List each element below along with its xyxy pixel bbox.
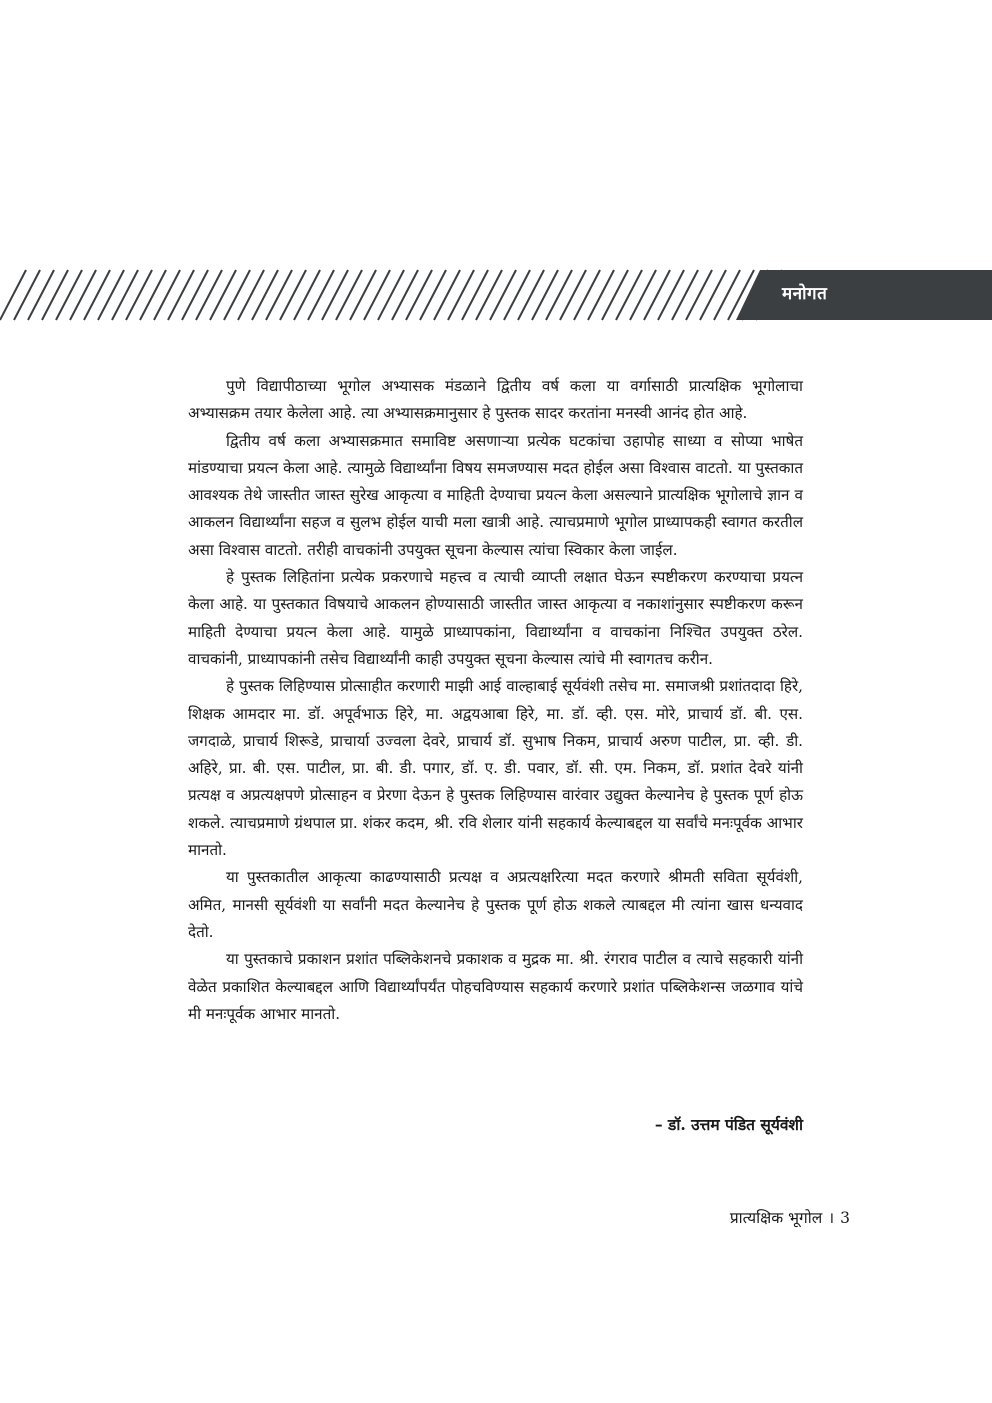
stripe-line — [322, 270, 348, 320]
stripe-line — [630, 270, 656, 320]
stripe-line — [644, 270, 670, 320]
stripe-line — [532, 270, 558, 320]
paragraph-3: हे पुस्तक लिहितांना प्रत्येक प्रकरणाचे महत्त्व व त्याची व्याप्ती लक्षात घेऊन स्पष्टीकरण करण्याचा प्रयत्न केला आहे. या पुस्तकात विषयाचे आकलन होण्यासाठी जास्तीत जास्त आकृत्या व नकाशांनुसार स्पष्टीकरण करून माहिती देण्याचा प्रयत्न केला आहे. यामुळे प्राध्यापकांना, विद्यार्थ्यांना व वाचकांना निश्चित उपयुक्त ठरेल. वाचकांनी, प्राध्यापकांनी तसेच विद्यार्थ्यांनी काही उपयुक्त सूचना केल्यास त्यांचे मी स्वागतच करीन. — [188, 568, 803, 668]
page-number: 3 — [840, 1209, 850, 1227]
stripe-line — [350, 270, 376, 320]
stripe-line — [126, 270, 152, 320]
stripe-line — [238, 270, 264, 320]
paragraph-2: द्वितीय वर्ष कला अभ्यासक्रमात समाविष्ट असणाऱ्या प्रत्येक घटकांचा उहापोह साध्या व सोप्या भाषेत मांडण्याचा प्रयत्न केला आहे. त्यामुळे विद्यार्थ्यांना विषय समजण्यास मदत होईल असा विश्वास वाटतो. या पुस्तकात आवश्यक तेथे जास्तीत जास्त सुरेख आकृत्या व माहिती देण्याचा प्रयत्न केला असल्याने प्रात्यक्षिक भूगोलाचे ज्ञान व आकलन विद्यार्थ्यांना सहज व सुलभ होईल याची मला खात्री आहे. त्याचप्रमाणे भूगोल प्राध्यापकही स्वागत करतील असा विश्वास वाटतो. तरीही वाचकांनी उपयुक्त सूचना केल्यास त्यांचा स्विकार केला जाईल. — [188, 431, 803, 559]
stripe-line — [378, 270, 404, 320]
stripe-line — [210, 270, 236, 320]
preface-body — [188, 373, 803, 1028]
stripe-line — [42, 270, 68, 320]
stripe-line — [518, 270, 544, 320]
stripe-line — [546, 270, 572, 320]
stripe-line — [140, 270, 166, 320]
stripe-line — [602, 270, 628, 320]
book-title: प्रात्यक्षिक भूगोल — [729, 1209, 823, 1227]
stripe-line — [434, 270, 460, 320]
section-header-band — [0, 268, 992, 322]
section-title: मनोगत — [782, 284, 828, 304]
stripe-line — [182, 270, 208, 320]
stripe-line — [154, 270, 180, 320]
stripe-line — [364, 270, 390, 320]
stripe-line — [70, 270, 96, 320]
stripe-line — [686, 270, 712, 320]
stripe-line — [252, 270, 278, 320]
stripe-line — [224, 270, 250, 320]
stripe-line — [574, 270, 600, 320]
stripe-line — [490, 270, 516, 320]
stripe-line — [448, 270, 474, 320]
stripe-line — [560, 270, 586, 320]
stripe-line — [504, 270, 530, 320]
stripe-line — [462, 270, 488, 320]
paragraph-4: हे पुस्तक लिहिण्यास प्रोत्साहीत करणारी माझी आई वाल्हाबाई सूर्यवंशी तसेच मा. समाजश्री प्रशांतदादा हिरे, शिक्षक आमदार मा. डॉ. अपूर्वभाऊ हिरे, मा. अद्वयआबा हिरे, मा. डॉ. व्ही. एस. मोरे, प्राचार्य डॉ. बी. एस. जगदाळे, प्राचार्य शिरूडे, प्राचार्या उज्वला देवरे, प्राचार्य डॉ. सुभाष निकम, प्राचार्य अरुण पाटील, प्रा. व्ही. डी. अहिरे, प्रा. बी. एस. पाटील, प्रा. बी. डी. पगार, डॉ. ए. डी. पवार, डॉ. सी. एम. निकम, डॉ. प्रशांत देवरे यांनी प्रत्यक्ष व अप्रत्यक्षपणे प्रोत्साहन व प्रेरणा देऊन हे पुस्तक लिहिण्यास वारंवार उद्युक्त केल्यानेच हे पुस्तक पूर्ण होऊ शकले. त्याचप्रमाणे ग्रंथपाल प्रा. शंकर कदम, श्री. रवि शेलार यांनी सहकार्य केल्याबद्दल या सर्वांचे मनःपूर्वक आभार मानतो. — [188, 677, 803, 860]
stripe-line — [14, 270, 40, 320]
stripe-line — [266, 270, 292, 320]
paragraph-5: या पुस्तकातील आकृत्या काढण्यासाठी प्रत्यक्ष व अप्रत्यक्षरित्या मदत करणारे श्रीमती सविता सूर्यवंशी, अमित, मानसी सूर्यवंशी या सर्वांनी मदत केल्यानेच हे पुस्तक पूर्ण होऊ शकले त्याबद्दल मी त्यांना खास धन्यवाद देतो. — [188, 868, 803, 941]
stripe-line — [616, 270, 642, 320]
diagonal-stripes-decoration — [0, 268, 992, 322]
stripe-line — [168, 270, 194, 320]
page-footer — [680, 1206, 850, 1228]
stripe-line — [672, 270, 698, 320]
paragraph-6: या पुस्तकाचे प्रकाशन प्रशांत पब्लिकेशनचे प्रकाशक व मुद्रक मा. श्री. रंगराव पाटील व त्याचे सहकारी यांनी वेळेत प्रकाशित केल्याबद्दल आणि विद्यार्थ्यांपर्यंत पोहचविण्यास सहकार्य करणारे प्रशांत पब्लिकेशन्स जळगाव यांचे मी मनःपूर्वक आभार मानतो. — [188, 950, 803, 1023]
paragraph-1: पुणे विद्यापीठाच्या भूगोल अभ्यासक मंडळाने द्वितीय वर्ष कला या वर्गासाठी प्रात्यक्षिक भूगोलाचा अभ्यासक्रम तयार केलेला आहे. त्या अभ्यासक्रमानुसार हे पुस्तक सादर करतांना मनस्वी आनंद होत आहे. — [188, 377, 803, 423]
stripe-line — [308, 270, 334, 320]
stripe-line — [392, 270, 418, 320]
stripe-line — [658, 270, 684, 320]
stripe-line — [420, 270, 446, 320]
stripe-line — [280, 270, 306, 320]
stripe-line — [56, 270, 82, 320]
stripe-line — [406, 270, 432, 320]
stripe-line — [196, 270, 222, 320]
stripe-line — [336, 270, 362, 320]
stripe-line — [476, 270, 502, 320]
stripe-line — [112, 270, 138, 320]
stripe-line — [714, 270, 740, 320]
author-signature: – डॉ. उत्तम पंडित सूर्यवंशी — [654, 1115, 803, 1134]
stripe-line — [700, 270, 726, 320]
footer-separator: । — [828, 1209, 835, 1227]
stripe-line — [28, 270, 54, 320]
stripe-line — [294, 270, 320, 320]
stripe-line — [0, 270, 26, 320]
stripe-line — [84, 270, 110, 320]
stripe-line — [98, 270, 124, 320]
stripe-line — [588, 270, 614, 320]
